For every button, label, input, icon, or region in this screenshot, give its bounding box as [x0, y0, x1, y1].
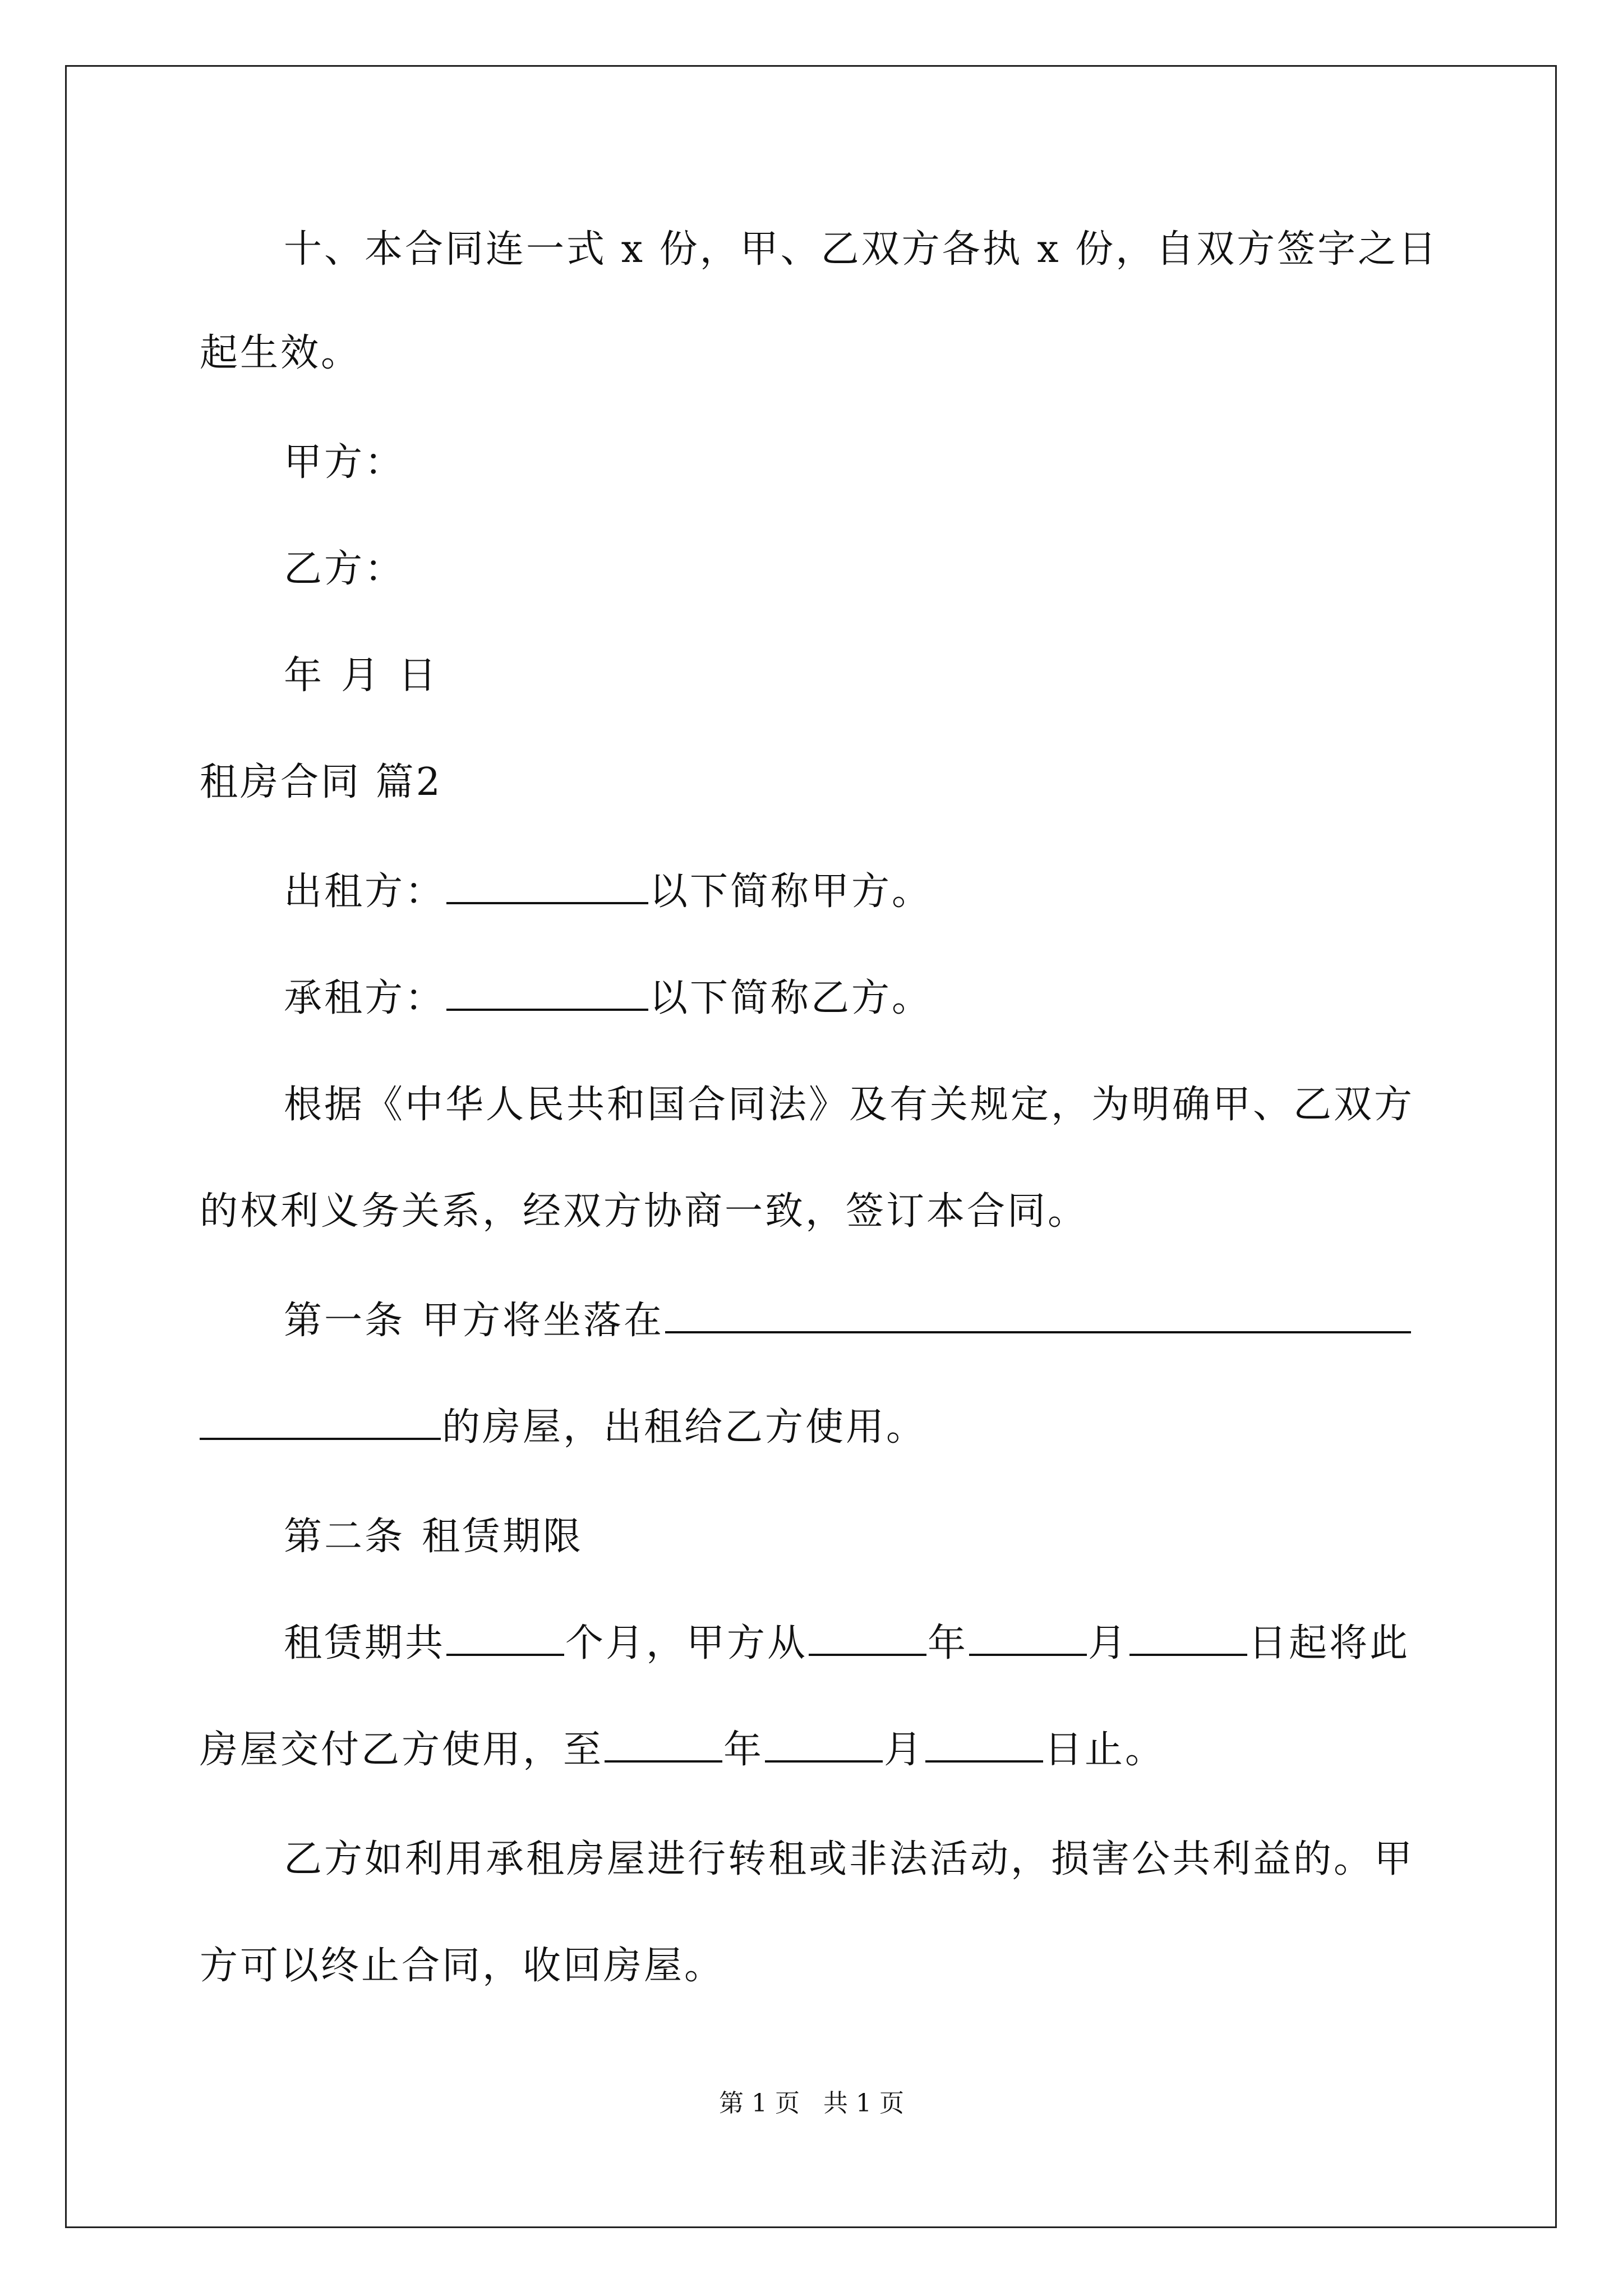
date-line	[200, 648, 439, 704]
end-month-blank	[765, 1722, 883, 1763]
article-1-address-blank	[665, 1293, 1411, 1333]
term-months-blank	[446, 1616, 564, 1656]
lessor-blank	[446, 864, 648, 904]
lessee-suffix: 以下简称乙方。	[649, 976, 933, 1020]
lessor-suffix: 以下简称甲方。	[649, 869, 933, 914]
sublet-text: 乙方如利用承租房屋进行转租或非法活动，损害公共利益的。甲	[284, 1837, 1415, 1881]
term-line2-text-3: 月	[884, 1728, 925, 1772]
sublet-paragraph-line1	[200, 1832, 1414, 1888]
date-day-label: 日	[398, 654, 439, 698]
start-day-blank	[1129, 1616, 1247, 1656]
end-day-blank	[925, 1722, 1043, 1763]
date-year-label: 年	[284, 654, 325, 698]
start-month-blank	[969, 1616, 1087, 1656]
term-text-1: 租赁期共	[284, 1621, 446, 1665]
sublet-paragraph-line2	[200, 1938, 725, 1994]
start-year-blank	[809, 1616, 926, 1656]
clause-10-text: 十、本合同连一式 x 份，甲、乙双方各执 x 份，自双方签字之日	[284, 227, 1439, 272]
party-a-signature-line	[200, 435, 405, 491]
basis-paragraph-line1	[200, 1077, 1414, 1133]
basis-text: 根据《中华人民共和国合同法》及有关规定，为明确甲、乙双方	[284, 1083, 1415, 1127]
article-2-heading	[200, 1509, 583, 1565]
sublet-text-cont: 方可以终止合同，收回房屋。	[200, 1944, 725, 1988]
term-line2-text-4: 日止。	[1044, 1728, 1166, 1772]
lessee-blank	[446, 970, 648, 1011]
article-1-line1	[200, 1293, 1412, 1349]
lease-term-line2	[200, 1722, 1165, 1778]
page-footer: 第 1 页 共 1 页	[719, 2089, 904, 2118]
article-1-text: 甲方将坐落在	[422, 1299, 665, 1343]
article-1-number: 第一条	[284, 1299, 405, 1343]
party-b-label: 乙方：	[284, 547, 405, 591]
party-b-signature-line	[200, 541, 405, 597]
lessor-line	[200, 864, 932, 920]
term-text-4: 月	[1088, 1621, 1129, 1665]
page-border	[65, 65, 1557, 2228]
article-1-address-blank-cont	[200, 1400, 441, 1440]
article-2-number: 第二条	[284, 1515, 405, 1559]
term-line2-text-2: 年	[723, 1728, 764, 1772]
paragraph-clause-10-line1	[200, 222, 1438, 278]
paragraph-clause-10-line2	[200, 325, 361, 381]
term-text-5: 日起将此	[1248, 1621, 1410, 1665]
article-1-line2	[200, 1400, 926, 1456]
term-text-3: 年	[928, 1621, 969, 1665]
term-text-2: 个月，甲方从	[565, 1621, 808, 1665]
party-a-label: 甲方：	[284, 440, 405, 485]
basis-text-cont: 的权利义务关系，经双方协商一致，签订本合同。	[200, 1189, 1089, 1234]
clause-10-text-cont: 起生效。	[200, 331, 362, 375]
article-2-title: 租赁期限	[422, 1515, 584, 1559]
article-1-text-cont: 的房屋，出租给乙方使用。	[442, 1405, 927, 1450]
lease-term-line1	[200, 1616, 1410, 1672]
lessee-label: 承租方：	[284, 976, 446, 1020]
section-title: 租房合同 篇2	[200, 760, 442, 804]
section-heading	[200, 754, 442, 811]
lessor-label: 出租方：	[284, 869, 446, 914]
date-month-label: 月	[341, 654, 382, 698]
basis-paragraph-line2	[200, 1184, 1088, 1240]
end-year-blank	[605, 1722, 722, 1763]
lessee-line	[200, 970, 932, 1027]
term-line2-text-1: 房屋交付乙方使用，至	[200, 1728, 604, 1772]
